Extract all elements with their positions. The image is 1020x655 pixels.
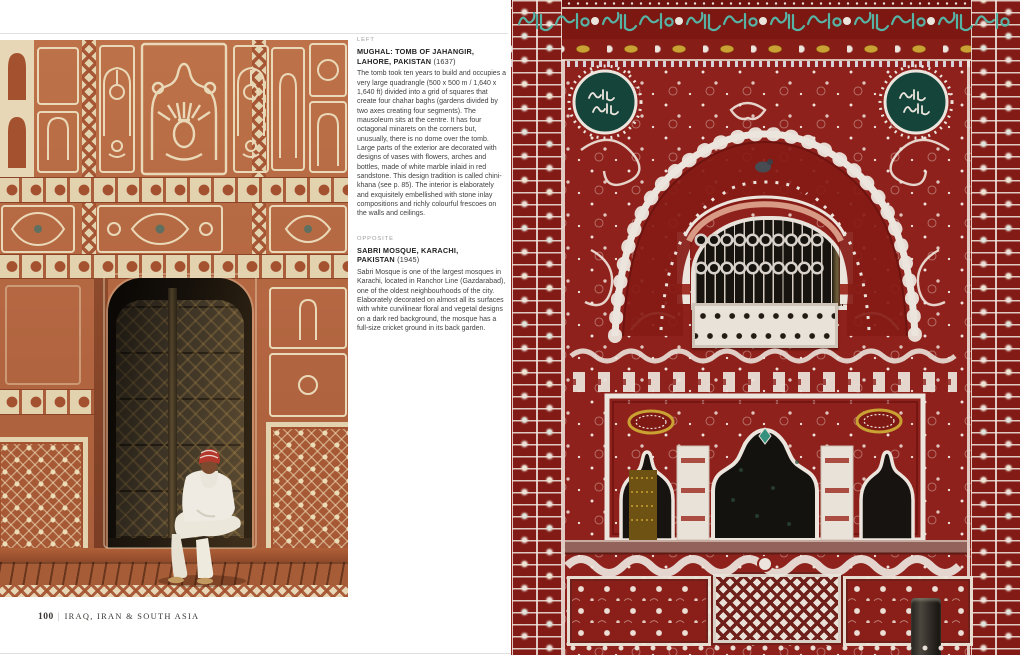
caption-body: The tomb took ten years to build and occupies a very large quadrangle (500 x 500 m / 1,640 x 1,640 ft) divided into a grid of squares that create four chahar baghs (gardens divided by two axes creating four segments). The mausoleum sits at the centre. It has four octagonal minarets on the corners but, unusually, there is no dome over the tomb. Large parts of the exterior are decorated with designs of vases with flowers, arches and bottles, made of white marble inlaid in red sandstone. This design tradition is called chini-khana (see p. 85). The interior is elaborately and exquisitely embellished with stone inlay compositions and richly colourful frescoes on the walls and ceilings.	[357, 70, 507, 218]
vase-of-flowers-motif	[142, 44, 226, 174]
caption-block-opposite	[357, 236, 507, 334]
caption-title: SABRI MOSQUE, KARACHI, PAKISTAN (1945)	[357, 245, 459, 265]
recessed-bay	[607, 396, 923, 540]
central-arch-opening	[713, 430, 817, 540]
photo-sabri-mosque	[511, 0, 1020, 655]
marble-ledge	[565, 540, 967, 554]
page-top-edge	[0, 33, 508, 34]
leaf-garland	[567, 557, 959, 573]
caption-title: MUGHAL: TOMB OF JAHANGIR, LAHORE, PAKISTAN (1637)	[357, 47, 475, 66]
cornice-bands	[571, 351, 957, 382]
gilded-shrine-object	[629, 470, 657, 540]
mosque-ornament-overlay	[511, 0, 1020, 655]
caption-year: (1637)	[433, 56, 456, 66]
arabic-calligraphy	[519, 13, 1009, 30]
cartouche-motif	[2, 206, 346, 252]
page-number: 100	[38, 612, 54, 622]
section-title: IRAQ, IRAN & SOUTH ASIA	[64, 612, 200, 621]
calligraphy-medallion	[569, 66, 641, 138]
caption-column	[357, 37, 507, 333]
inlay-ornament-overlay	[0, 40, 348, 597]
side-arch-opening	[861, 452, 913, 540]
caption-body: Sabri Mosque is one of the largest mosques in Karachi, located in Ranchor Line (Gazdarabad), one of the oldest neighbourhoods of the city. Elaborately decorated on almost all its surfaces with white curvilinear floral and vegetal designs on a dark red background, the mosque has a full-size cricket ground in its back garden.	[357, 268, 506, 332]
window-grill-rings	[701, 240, 829, 268]
caption-position-label: LEFT	[357, 37, 375, 43]
rosette-motif	[318, 60, 338, 80]
hanging-lamp-motif	[100, 46, 134, 172]
page-footer	[38, 611, 199, 622]
calligraphy-medallion	[880, 66, 952, 138]
hanging-lamp-motif	[234, 46, 268, 172]
caption-block-left	[357, 37, 507, 219]
sandal	[168, 577, 184, 583]
footer-separator: |	[57, 611, 61, 621]
niche-motif	[8, 53, 26, 168]
photo-tomb-of-jahangir	[0, 40, 348, 597]
sandal	[197, 578, 213, 584]
caption-position-label: OPPOSITE	[357, 235, 394, 242]
seated-man	[158, 449, 246, 587]
caption-year: (1945)	[397, 255, 420, 265]
